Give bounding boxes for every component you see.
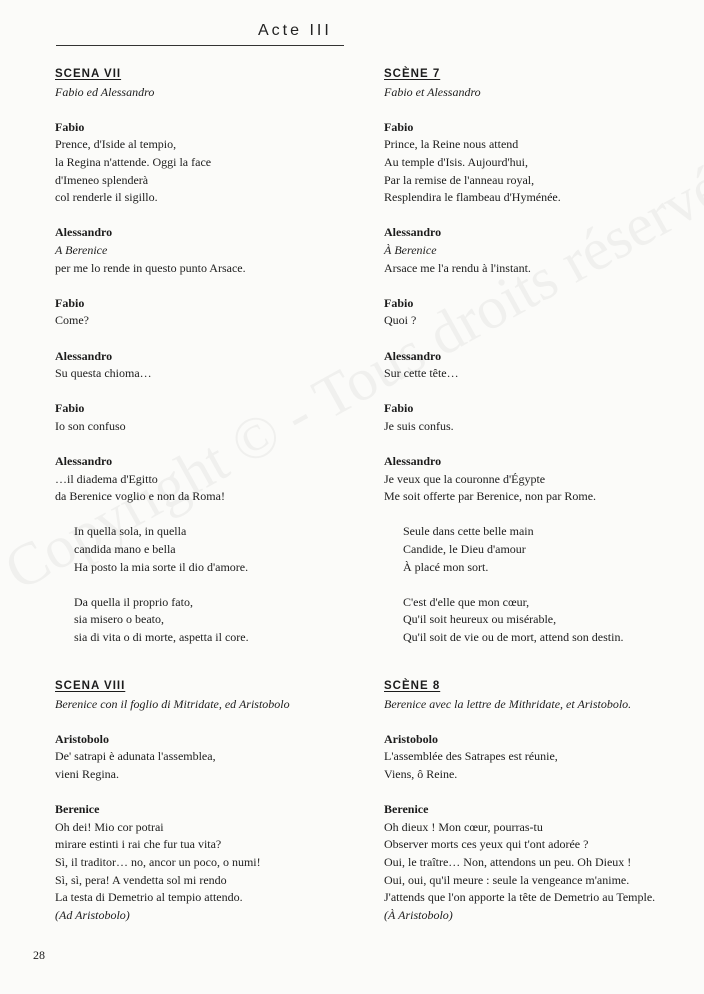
verse-line: …il diadema d'Egitto [55,471,158,486]
verse-line: J'attends que l'on apporte la tête de Demetrio au Temple. [384,890,656,905]
speaker-name: Fabio [55,119,85,134]
verse-line: da Berenice voglio e non da Roma! [55,489,225,504]
scene-title: SCENA VIII [55,680,126,692]
verse-line: Au temple d'Isis. Aujourd'hui, [384,154,528,169]
verse-line: per me lo rende in questo punto Arsace. [55,260,246,275]
speaker-name: Berenice [55,802,100,817]
verse-line: Candide, le Dieu d'amour [403,542,526,557]
speech-block [55,731,355,784]
stage-direction: (À Aristobolo) [384,907,453,922]
scene-7-italian [55,66,355,647]
verse-line: d'Imeneo splenderà [55,172,149,187]
scene-8-french [384,678,699,924]
speech-block [55,801,355,924]
scene-7-french [384,66,699,647]
verse-line: Sì, il traditor… no, ancor un poco, o numi! [55,854,261,869]
speaker-name: Fabio [55,401,85,416]
speech-block [55,348,355,383]
verse-line: La testa di Demetrio al tempio attendo. [55,890,243,905]
speaker-name: Alessandro [384,454,442,469]
speaker-name: Fabio [384,401,414,416]
verse-line: Prence, d'Iside al tempio, [55,137,177,152]
stage-direction: À Berenice [384,242,437,257]
verse-line: col renderle il sigillo. [55,190,158,205]
speech-block [55,119,355,207]
verse-line: Qu'il soit de vie ou de mort, attend son destin. [403,630,624,644]
verse-line: sia di vita o di morte, aspetta il core. [74,630,249,644]
speaker-name: Alessandro [55,225,113,240]
speech-block [384,453,699,506]
verse-line: Su questa chioma… [55,366,152,381]
verse-line: Sur cette tête… [384,366,459,381]
scene-cast: Fabio et Alessandro [384,84,481,99]
speaker-name: Aristobolo [55,731,109,746]
speaker-name: Fabio [384,119,414,134]
stage-direction: (Ad Aristobolo) [55,907,130,922]
verse-line: Par la remise de l'anneau royal, [384,172,535,187]
aria-stanza [384,523,699,576]
verse-line: Seule dans cette belle main [403,524,534,539]
verse-line: C'est d'elle que mon cœur, [403,594,530,609]
scene-title: SCÈNE 8 [384,680,441,692]
verse-line: Oui, oui, qu'il meure : seule la vengeance m'anime. [384,872,630,887]
speaker-name: Fabio [55,295,85,310]
verse-line: Resplendira le flambeau d'Hyménée. [384,190,561,205]
speaker-name: Alessandro [384,225,442,240]
verse-line: Oh dieux ! Mon cœur, pourras-tu [384,819,543,834]
speaker-name: Aristobolo [384,731,438,746]
speaker-name: Berenice [384,802,429,817]
verse-line: Je suis confus. [384,418,454,433]
scene-8-italian [55,678,355,924]
verse-line: Da quella il proprio fato, [74,594,193,609]
verse-line: Arsace me l'a rendu à l'instant. [384,260,531,275]
scene-cast: Berenice con il foglio di Mitridate, ed Aristobolo [55,696,290,711]
scene-title: SCÈNE 7 [384,68,441,80]
aria-stanza [55,523,355,576]
verse-line: vieni Regina. [55,766,119,781]
scene-cast: Fabio ed Alessandro [55,84,155,99]
speech-block [55,224,355,277]
verse-line: Me soit offerte par Berenice, non par Rome. [384,489,597,504]
verse-line: sia misero o beato, [74,612,164,627]
verse-line: L'assemblée des Satrapes est réunie, [384,749,558,764]
header-rule [56,45,344,46]
verse-line: À placé mon sort. [403,559,489,574]
speech-block [384,348,699,383]
speaker-name: Fabio [384,295,414,310]
speaker-name: Alessandro [384,348,442,363]
verse-line: Prince, la Reine nous attend [384,137,519,152]
verse-line: Ha posto la mia sorte il dio d'amore. [74,559,249,574]
verse-line: candida mano e bella [74,542,176,557]
speaker-name: Alessandro [55,348,113,363]
aria-stanza [384,594,699,647]
speech-block [384,731,699,784]
page-number: 28 [33,948,45,962]
verse-line: Viens, ô Reine. [384,766,458,781]
verse-line: mirare estinti i rai che fur tua vita? [55,837,222,852]
verse-line: Quoi ? [384,313,417,328]
verse-line: Oh dei! Mio cor potrai [55,819,164,834]
stage-direction: A Berenice [55,242,108,257]
speech-block [384,224,699,277]
verse-line: la Regina n'attende. Oggi la face [55,154,212,169]
verse-line: In quella sola, in quella [74,524,187,539]
verse-line: Qu'il soit heureux ou misérable, [403,612,557,627]
verse-line: Observer morts ces yeux qui t'ont adorée ? [384,837,589,852]
speech-block [55,295,355,330]
speech-block [384,119,699,207]
verse-line: Come? [55,313,89,328]
scene-cast: Berenice avec la lettre de Mithridate, et Aristobolo. [384,696,632,711]
scene-title: SCENA VII [55,68,122,80]
running-header: Acte III [258,22,332,39]
aria-stanza [55,594,355,647]
speech-block [384,801,699,924]
verse-line: Je veux que la couronne d'Égypte [384,471,546,486]
speech-block [384,295,699,330]
verse-line: Sì, sì, pera! A vendetta sol mi rendo [55,872,227,887]
verse-line: Io son confuso [55,418,126,433]
verse-line: Oui, le traître… Non, attendons un peu. Oh Dieux ! [384,854,632,869]
speech-block [384,400,699,435]
verse-line: De' satrapi è adunata l'assemblea, [55,749,216,764]
speech-block [55,453,355,506]
speaker-name: Alessandro [55,454,113,469]
speech-block [55,400,355,435]
